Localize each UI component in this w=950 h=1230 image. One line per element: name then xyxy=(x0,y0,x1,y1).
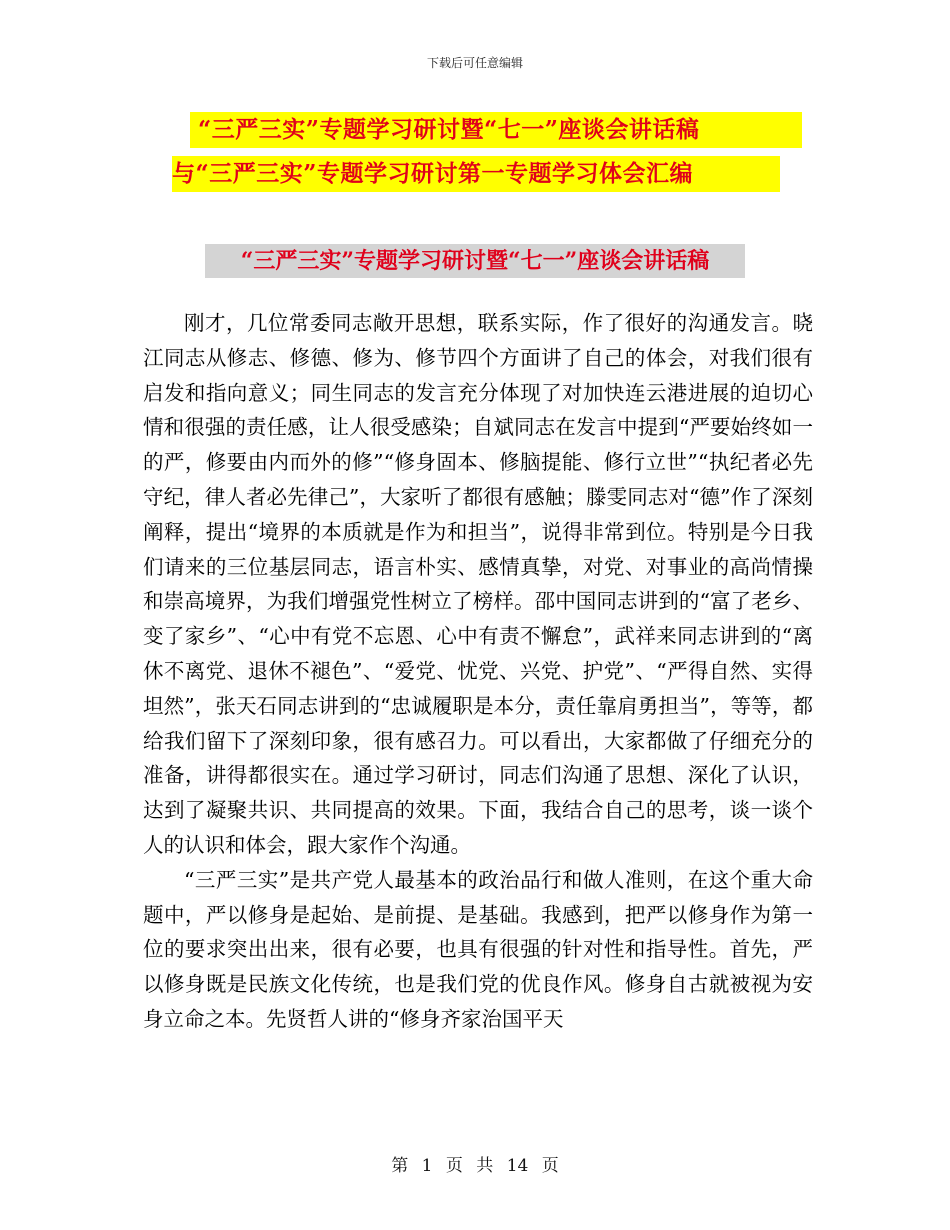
section-heading: “三严三实”专题学习研讨暨“七一”座谈会讲话稿 xyxy=(205,244,745,278)
paragraph-1: 刚才，几位常委同志敞开思想，联系实际，作了很好的沟通发言。晓江同志从修志、修德、修为、修节四个方面讲了自己的体会，对我们很有启发和指向意义；同生同志的发言充分体现了对加快连云港进展的迫切心情和很强的责任感，让人很受感染；自斌同志在发言中提到“严要始终如一的严，修要由内而外的修”“修身固本、修脑提能、修行立世”“执纪者必先守纪，律人者必先律己”，大家听了都很有感触；滕雯同志对“德”作了深刻阐释，提出“境界的本质就是作为和担当”，说得非常到位。特别是今日我们请来的三位基层同志，语言朴实、感情真挚，对党、对事业的高尚情操和崇高境界，为我们增强党性树立了榜样。邵中国同志讲到的“富了老乡、变了家乡”、“心中有党不忘恩、心中有责不懈怠”，武祥来同志讲到的“离休不离党、退休不褪色”、“爱党、忧党、兴党、护党”、“严得自然、实得坦然”，张天石同志讲到的“忠诚履职是本分，责任靠肩勇担当”，等等，都给我们留下了深刻印象，很有感召力。可以看出，大家都做了仔细充分的准备，讲得都很实在。通过学习研讨，同志们沟通了思想、深化了认识，达到了凝聚共识、共同提高的效果。下面，我结合自己的思考，谈一谈个人的认识和体会，跟大家作个沟通。 xyxy=(143,311,813,857)
header-note: 下载后可任意编辑 xyxy=(426,56,523,70)
body-text xyxy=(143,306,813,1037)
footer-suffix: 页 xyxy=(541,1156,559,1176)
page-footer xyxy=(0,1154,950,1178)
title-line-2: 与“三严三实”专题学习研讨第一专题学习体会汇编 xyxy=(172,156,780,192)
footer-page-number: 1 xyxy=(421,1156,433,1176)
paragraph-2: “三严三实”是共产党人最基本的政治品行和做人准则，在这个重大命题中，严以修身是起始、是前提、是基础。我感到，把严以修身作为第一位的要求突出出来，很有必要，也具有很强的针对性和指导性。首先，严以修身既是民族文化传统，也是我们党的优良作风。修身自古就被视为安身立命之本。先贤哲人讲的“修身齐家治国平天 xyxy=(143,867,813,1031)
footer-page-label: 页 xyxy=(445,1156,463,1176)
title-line-1: “三严三实”专题学习研讨暨“七一”座谈会讲话稿 xyxy=(190,112,802,148)
footer-prefix: 第 xyxy=(391,1156,409,1176)
footer-total-prefix: 共 xyxy=(476,1156,494,1176)
footer-total-pages: 14 xyxy=(506,1156,529,1176)
